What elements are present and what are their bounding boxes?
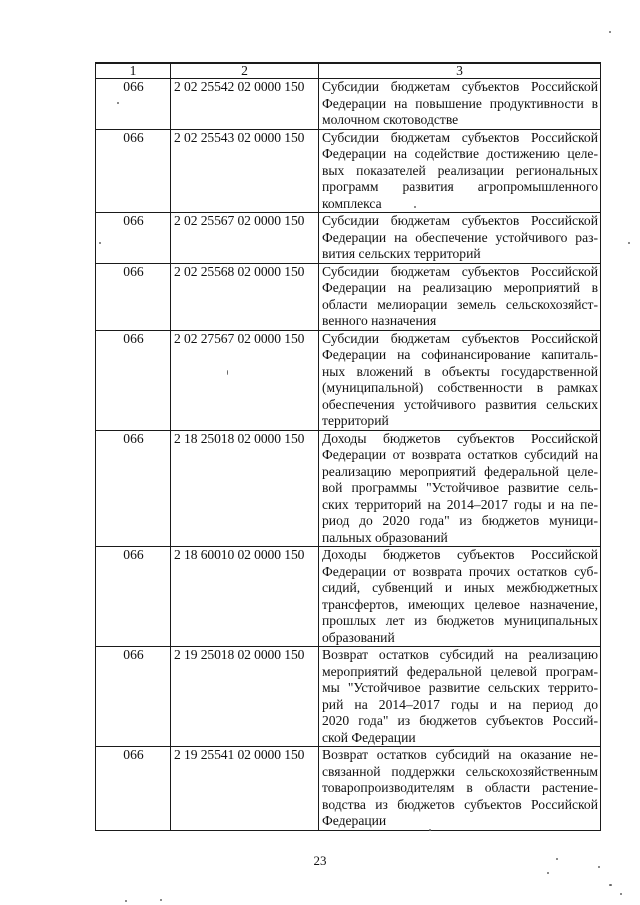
income-code-cell: 2 02 27567 02 0000 150	[171, 330, 319, 430]
income-code-cell: 2 02 25542 02 0000 150	[171, 79, 319, 130]
description-line: Федерации от возврата прочих остатков суб-	[322, 563, 598, 579]
description-cell	[319, 79, 601, 130]
description-line: Субсидии бюджетам субъектов Российской	[322, 263, 598, 279]
description-line: Возврат остатков субсидий на реализацию	[322, 647, 598, 662]
scan-speck	[414, 206, 416, 208]
description-line: Субсидии бюджетам субъектов Российской	[322, 79, 598, 94]
income-code-cell: 2 02 25567 02 0000 150	[171, 213, 319, 264]
table-row	[96, 747, 601, 831]
scan-speck	[125, 900, 127, 902]
admin-code-cell: 066	[96, 213, 171, 264]
description-line: трансфертов, имеющих целевое назначение,	[322, 596, 598, 612]
description-line: программ развития агропромышленного	[322, 179, 598, 194]
description-line: территорий	[322, 413, 389, 428]
admin-code-cell: 066	[96, 129, 171, 213]
description-line: Федерации на реализацию мероприятий в	[322, 280, 598, 295]
description-cell	[319, 213, 601, 264]
table-header-row	[96, 63, 601, 79]
scan-speck	[609, 31, 611, 33]
description-cell	[319, 330, 601, 430]
description-line: водства из бюджетов субъектов Российской	[322, 796, 598, 812]
scan-speck	[556, 858, 558, 860]
description-line: мероприятий федеральной целевой програм-	[322, 663, 598, 679]
description-line: ных вложений в объекты государственной	[322, 363, 598, 379]
admin-code-cell: 066	[96, 330, 171, 430]
column-header-3: 3	[319, 63, 601, 79]
revenue-codes-table	[95, 62, 601, 831]
scan-speck	[620, 893, 622, 895]
income-code-cell: 2 02 25543 02 0000 150	[171, 129, 319, 213]
description-cell	[319, 263, 601, 330]
description-cell	[319, 430, 601, 547]
description-cell	[319, 129, 601, 213]
description-line: Федерации на софинансирование капиталь-	[322, 347, 598, 362]
description-line: вой программы "Устойчивое развитие сель-	[322, 480, 598, 495]
description-line: Федерации на повышение продуктивности в	[322, 95, 598, 111]
description-line: комплекса	[322, 195, 382, 211]
description-line: мы "Устойчивое развитие сельских террито-	[322, 680, 598, 695]
description-line: реализацию мероприятий федеральной целе-	[322, 463, 598, 479]
description-line: венного назначения	[322, 313, 437, 328]
description-line: Доходы бюджетов субъектов Российской	[322, 430, 598, 446]
description-line: Субсидии бюджетам субъектов Российской	[322, 129, 598, 145]
scan-speck	[429, 829, 431, 831]
description-cell	[319, 547, 601, 647]
table-body	[96, 63, 601, 830]
scan-speck	[160, 899, 162, 901]
admin-code-cell: 066	[96, 547, 171, 647]
scan-speck	[547, 872, 549, 874]
description-line: молочном скотоводстве	[322, 112, 459, 127]
income-code-cell: 2 19 25018 02 0000 150	[171, 647, 319, 747]
description-line: риод до 2020 года" из бюджетов муници-	[322, 513, 598, 528]
description-line: Федерации от возврата остатков субсидий на	[322, 447, 598, 462]
table-row	[96, 430, 601, 547]
description-line: пальных образований	[322, 529, 448, 545]
description-line: образований	[322, 629, 395, 645]
description-line: 2020 года" из бюджетов субъектов Россий-	[322, 713, 598, 728]
admin-code-cell: 066	[96, 263, 171, 330]
table-row	[96, 647, 601, 747]
scan-speck	[227, 370, 228, 375]
column-header-1: 1	[96, 63, 171, 79]
description-line: ской Федерации	[322, 729, 416, 745]
table-row	[96, 79, 601, 130]
description-line: Федерации	[322, 813, 387, 828]
admin-code-cell: 066	[96, 430, 171, 547]
table-row	[96, 213, 601, 264]
description-line: вития сельских территорий	[322, 246, 481, 261]
description-line: (муниципальной) собственности в рамках	[322, 380, 598, 395]
income-code-cell: 2 18 25018 02 0000 150	[171, 430, 319, 547]
scan-speck	[117, 102, 119, 104]
table-row	[96, 330, 601, 430]
description-line: Субсидии бюджетам субъектов Российской	[322, 330, 598, 346]
description-line: Субсидии бюджетам субъектов Российской	[322, 213, 598, 228]
description-line: товаропроизводителям в области растение-	[322, 780, 598, 795]
admin-code-cell: 066	[96, 747, 171, 831]
scan-speck	[598, 866, 600, 868]
description-line: ских территорий на 2014–2017 годы и на пе-	[322, 496, 598, 512]
description-cell	[319, 747, 601, 831]
description-cell	[319, 647, 601, 747]
column-header-2: 2	[171, 63, 319, 79]
description-line: вых показателей реализации региональных	[322, 162, 598, 178]
description-line: рий на 2014–2017 годы и на период до	[322, 696, 598, 712]
income-code-cell: 2 18 60010 02 0000 150	[171, 547, 319, 647]
description-line: Федерации на содействие достижению целе-	[322, 146, 598, 161]
description-line: Федерации на обеспечение устойчивого раз-	[322, 229, 598, 245]
scan-speck	[99, 242, 101, 244]
description-line: области мелиорации земель сельскохозяйст-	[322, 296, 598, 312]
table-row	[96, 129, 601, 213]
admin-code-cell: 066	[96, 79, 171, 130]
income-code-cell: 2 02 25568 02 0000 150	[171, 263, 319, 330]
scan-speck	[628, 242, 630, 244]
description-line: Возврат остатков субсидий на оказание не-	[322, 747, 598, 762]
scan-speck	[609, 884, 612, 886]
table-row	[96, 263, 601, 330]
description-line: обеспечения устойчивого развития сельских	[322, 396, 598, 412]
description-line: сидий, субвенций и иных межбюджетных	[322, 580, 598, 595]
table-row	[96, 547, 601, 647]
admin-code-cell: 066	[96, 647, 171, 747]
description-line: Доходы бюджетов субъектов Российской	[322, 547, 598, 562]
description-line: связанной поддержки сельскохозяйственным	[322, 763, 598, 779]
description-line: прошлых лет из бюджетов муниципальных	[322, 613, 598, 628]
income-code-cell: 2 19 25541 02 0000 150	[171, 747, 319, 831]
page-number: 23	[313, 853, 327, 868]
